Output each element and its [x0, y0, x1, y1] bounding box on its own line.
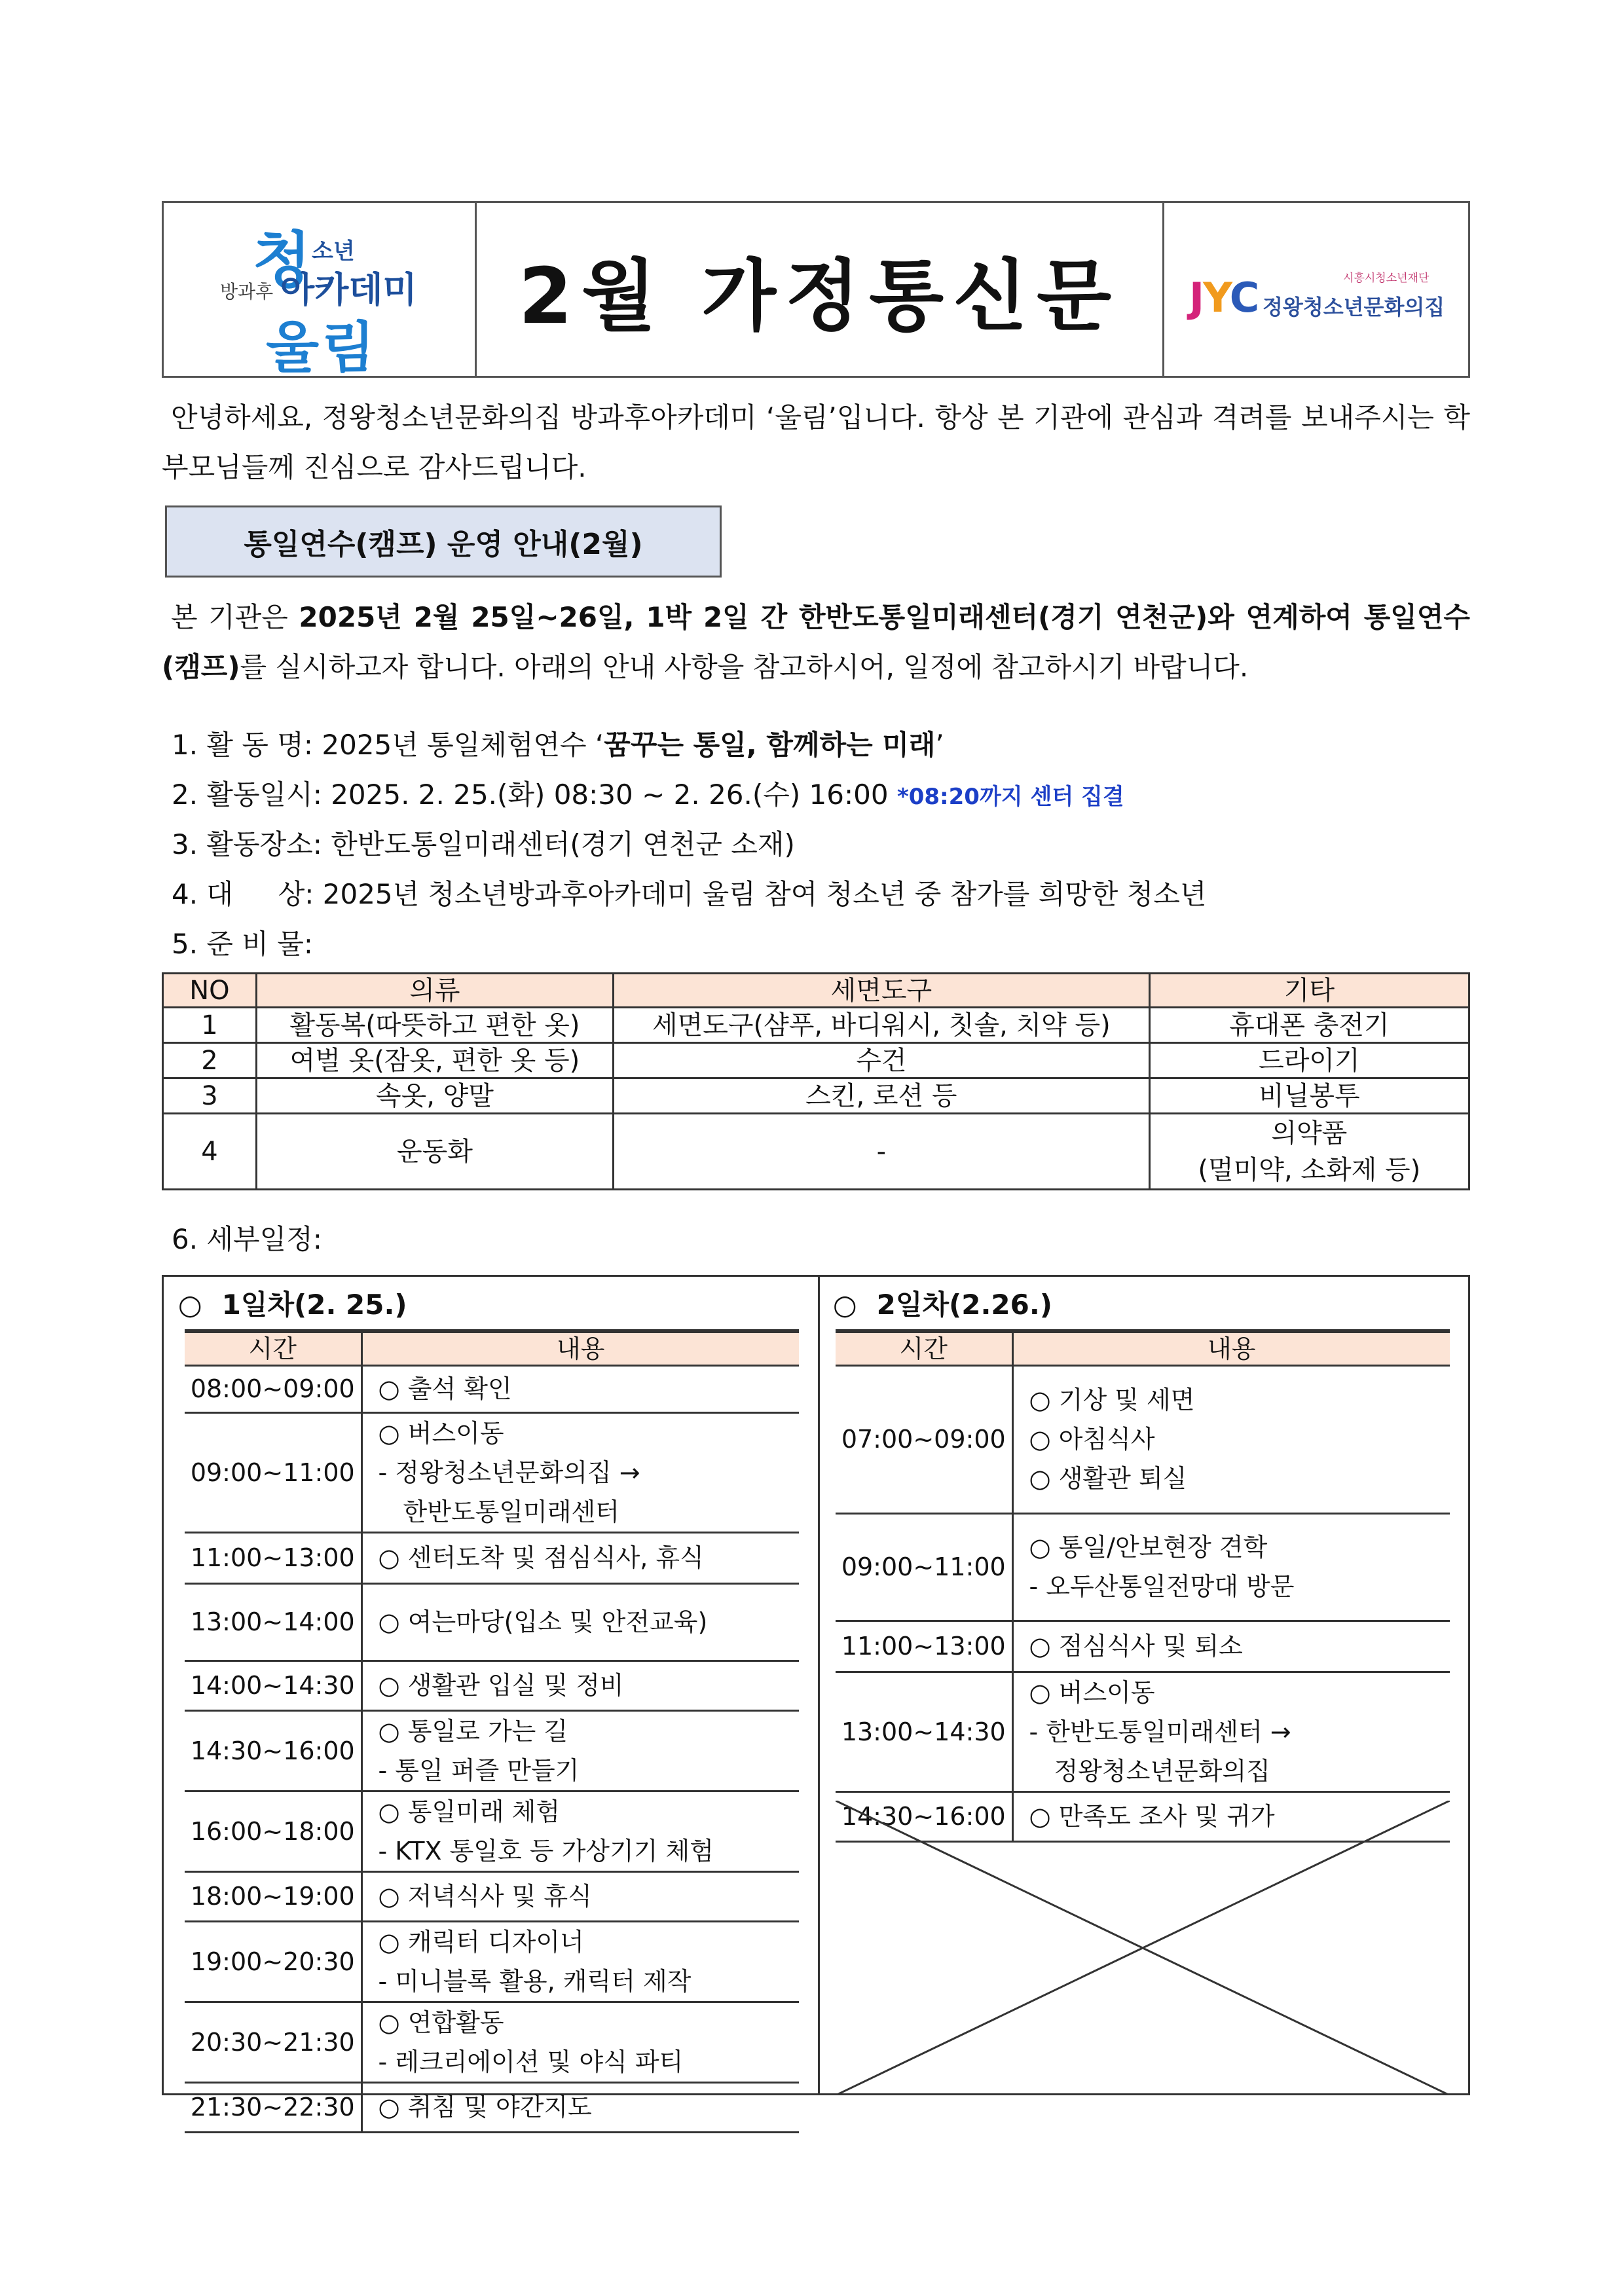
logo-org-text: 정왕청소년문화의집: [1263, 295, 1445, 320]
table-row: [185, 1365, 799, 1412]
day1-schedule-table: [185, 1329, 799, 2133]
ulim-academy-logo: [220, 212, 436, 380]
day2-title-text: 2일차(2.26.): [876, 1289, 1052, 1321]
schedule-line: ○ 캐릭터 디자이너: [378, 1927, 584, 1956]
schedule-line: - 통일 퍼즐 만들기: [378, 1755, 580, 1785]
schedule-line: 정왕청소년문화의집: [1029, 1756, 1270, 1786]
column-header: 내용: [1012, 1331, 1450, 1365]
table-cell: 2: [163, 1043, 257, 1078]
table-row: [163, 1043, 1469, 1078]
logo-text: 아카데미: [280, 269, 417, 310]
schedule-line: ○ 생활관 입실 및 정비: [378, 1671, 624, 1700]
table-header-row: [836, 1331, 1450, 1365]
jyc-logo: [1189, 268, 1451, 321]
content-cell: [361, 1921, 799, 2002]
time-cell: 18:00~19:00: [185, 1871, 361, 1921]
schedule-line: ○ 기상 및 세면: [1029, 1386, 1195, 1414]
time-cell: 11:00~13:00: [836, 1621, 1012, 1672]
schedule-line: 한반도통일미래센터: [378, 1497, 619, 1526]
content-cell: [361, 1871, 799, 1921]
schedule-line: ○ 아침식사: [1029, 1425, 1155, 1454]
cell-line: (멀미약, 소화제 등): [1198, 1154, 1421, 1185]
schedule-line: ○ 통일로 가는 길: [378, 1716, 568, 1746]
day2-schedule-table: [836, 1329, 1450, 1843]
content-cell: [1012, 1513, 1450, 1621]
logo-text: 소년: [312, 238, 355, 265]
content-cell: [361, 1661, 799, 1710]
schedule-line: ○ 취침 및 야간지도: [378, 2093, 592, 2121]
header-box: [162, 201, 1470, 378]
schedule-line: ○ 연합활동: [378, 2008, 504, 2037]
table-row: [163, 1114, 1469, 1190]
time-cell: 14:30~16:00: [836, 1791, 1012, 1841]
table-cell: 세면도구(샴푸, 바디워시, 칫솔, 치약 등): [614, 1008, 1150, 1043]
time-cell: 09:00~11:00: [185, 1412, 361, 1532]
time-cell: 21:30~22:30: [185, 2082, 361, 2132]
table-row: [836, 1621, 1450, 1672]
table-row: [185, 1532, 799, 1583]
schedule-line: ○ 만족도 조사 및 귀가: [1029, 1802, 1275, 1831]
time-cell: 07:00~09:00: [836, 1365, 1012, 1513]
table-cell: 스킨, 로션 등: [614, 1078, 1150, 1114]
section-title: 통일연수(캠프) 운영 안내(2월): [165, 505, 722, 578]
time-cell: 09:00~11:00: [836, 1513, 1012, 1621]
column-header: NO: [163, 974, 257, 1008]
body-suffix: 를 실시하고자 합니다. 아래의 안내 사항을 참고하시어, 일정에 참고하시기 바랍니다.: [240, 651, 1249, 683]
table-cell: 활동복(따뜻하고 편한 옷): [256, 1008, 613, 1043]
column-header: 의류: [256, 974, 613, 1008]
time-cell: 14:30~16:00: [185, 1710, 361, 1791]
schedule-line: ○ 통일미래 체험: [378, 1797, 561, 1826]
table-cell: 휴대폰 충전기: [1149, 1008, 1469, 1043]
schedule-line: ○ 생활관 퇴실: [1029, 1464, 1187, 1493]
table-row: [836, 1513, 1450, 1621]
schedule-line: - 한반도통일미래센터 →: [1029, 1717, 1291, 1746]
title-cell: [477, 203, 1164, 376]
item-target: 4. 대 상: 2025년 청소년방과후아카데미 울림 참여 청소년 중 참가를 희망한 청소년: [172, 878, 1207, 910]
table-row: [185, 1921, 799, 2002]
logo-text: 청: [253, 225, 311, 295]
table-cell: 1: [163, 1008, 257, 1043]
item-schedule: 6. 세부일정:: [172, 1223, 322, 1255]
schedule-line: ○ 버스이동: [378, 1418, 504, 1448]
time-cell: 11:00~13:00: [185, 1532, 361, 1583]
intro-paragraph: 안녕하세요, 정왕청소년문화의집 방과후아카데미 ‘울림’입니다. 항상 본 기관에 관심과 격려를 보내주시는 학부모님들께 진심으로 감사드립니다.: [162, 401, 1470, 483]
schedule-line: - KTX 통일호 등 가상기기 체험: [378, 1836, 714, 1865]
content-cell: [361, 1365, 799, 1412]
time-cell: 08:00~09:00: [185, 1365, 361, 1412]
empty-cross-mark: [836, 1801, 1450, 2095]
schedule-line: ○ 버스이동: [1029, 1678, 1155, 1707]
schedule-line: - 오두산통일전망대 방문: [1029, 1572, 1295, 1601]
table-cell: 여벌 옷(잠옷, 편한 옷 등): [256, 1043, 613, 1078]
divider: [818, 1277, 820, 2093]
logo-text: 방과후: [220, 281, 274, 303]
table-row: [185, 2002, 799, 2082]
item-label: ’: [935, 729, 944, 761]
circle-icon: ○: [178, 1289, 202, 1321]
item-supplies: 5. 준 비 물:: [172, 928, 313, 960]
table-cell: 운동화: [256, 1114, 613, 1190]
table-row: [836, 1365, 1450, 1513]
body-paragraph: [162, 593, 1470, 692]
day2-title: [833, 1283, 1052, 1323]
content-cell: [361, 2002, 799, 2082]
content-cell: [361, 1532, 799, 1583]
table-cell: 수건: [614, 1043, 1150, 1078]
table-row: [185, 1710, 799, 1791]
content-cell: [361, 1412, 799, 1532]
column-header: 내용: [361, 1331, 799, 1365]
table-row: [185, 1661, 799, 1710]
jyc-mark: JYC: [1189, 274, 1259, 321]
column-header: 시간: [185, 1331, 361, 1365]
time-cell: 13:00~14:00: [185, 1583, 361, 1661]
logo-text: 울림: [266, 316, 378, 380]
content-cell: [361, 2082, 799, 2132]
day1-title: [178, 1283, 407, 1323]
column-header: 세면도구: [614, 974, 1150, 1008]
item-activity-date: [172, 773, 1124, 813]
table-row: [185, 1871, 799, 1921]
supplies-table: [162, 972, 1470, 1190]
schedule-line: ○ 출석 확인: [378, 1374, 512, 1403]
time-cell: 13:00~14:30: [836, 1672, 1012, 1791]
schedule-line: ○ 센터도착 및 점심식사, 휴식: [378, 1543, 704, 1572]
logo-left-cell: [164, 203, 477, 380]
content-cell: [361, 1791, 799, 1871]
time-cell: 16:00~18:00: [185, 1791, 361, 1871]
body-bold: 2025년 2월 25일~26일, 1박 2일 간 한반도통일미래센터(경기 연천군)와 연계하여 통일연수(캠프): [162, 601, 1470, 683]
item-label: 2. 활동일시: 2025. 2. 25.(화) 08:30 ~ 2. 26.(수) 16:00: [172, 779, 897, 811]
item-activity-place: 3. 활동장소: 한반도통일미래센터(경기 연천군 소재): [172, 828, 795, 860]
table-row: [836, 1672, 1450, 1791]
cell-line: 의약품: [1271, 1118, 1348, 1148]
content-cell: [361, 1710, 799, 1791]
page-title: 2월 가정통신문: [518, 251, 1121, 341]
table-cell: 4: [163, 1114, 257, 1190]
table-cell: 속옷, 양말: [256, 1078, 613, 1114]
content-cell: [1012, 1365, 1450, 1513]
schedule-line: ○ 점심식사 및 퇴소: [1029, 1632, 1243, 1661]
time-cell: 14:00~14:30: [185, 1661, 361, 1710]
day1-title-text: 1일차(2. 25.): [221, 1289, 407, 1321]
schedule-line: ○ 통일/안보현장 견학: [1029, 1533, 1268, 1562]
item-activity-name: [172, 724, 944, 763]
column-header: 시간: [836, 1331, 1012, 1365]
table-cell: 3: [163, 1078, 257, 1114]
schedule-line: - 정왕청소년문화의집 →: [378, 1458, 640, 1487]
body-prefix: 본 기관은: [171, 601, 299, 633]
content-cell: [1012, 1672, 1450, 1791]
table-cell: [1149, 1114, 1469, 1190]
schedule-line: - 미니블록 활용, 캐릭터 제작: [378, 1966, 692, 1996]
table-row: [163, 1008, 1469, 1043]
table-row: [185, 2082, 799, 2132]
time-cell: 19:00~20:30: [185, 1921, 361, 2002]
table-header-row: [185, 1331, 799, 1365]
table-row: [185, 1583, 799, 1661]
column-header: 기타: [1149, 974, 1469, 1008]
schedule-line: - 레크리에이션 및 야식 파티: [378, 2047, 684, 2076]
content-cell: [361, 1583, 799, 1661]
table-row: [185, 1791, 799, 1871]
table-row: [163, 1078, 1469, 1114]
activity-title: 꿈꾸는 통일, 함께하는 미래: [604, 729, 936, 761]
schedule-line: ○ 저녁식사 및 휴식: [378, 1882, 592, 1911]
gathering-note: *08:20까지 센터 집결: [896, 784, 1124, 810]
circle-icon: ○: [833, 1289, 857, 1321]
logo-foundation-text: 시흥시청소년재단: [1343, 272, 1430, 285]
table-cell: -: [614, 1114, 1150, 1190]
table-cell: 드라이기: [1149, 1043, 1469, 1078]
schedule-line: ○ 여는마당(입소 및 안전교육): [378, 1607, 708, 1636]
table-cell: 비닐봉투: [1149, 1078, 1469, 1114]
time-cell: 20:30~21:30: [185, 2002, 361, 2082]
logo-right-cell: [1164, 203, 1468, 376]
table-header-row: [163, 974, 1469, 1008]
schedule-frame: [162, 1275, 1470, 2121]
table-row: [185, 1412, 799, 1532]
content-cell: [1012, 1621, 1450, 1672]
item-label: 1. 활 동 명: 2025년 통일체험연수 ‘: [172, 729, 604, 761]
